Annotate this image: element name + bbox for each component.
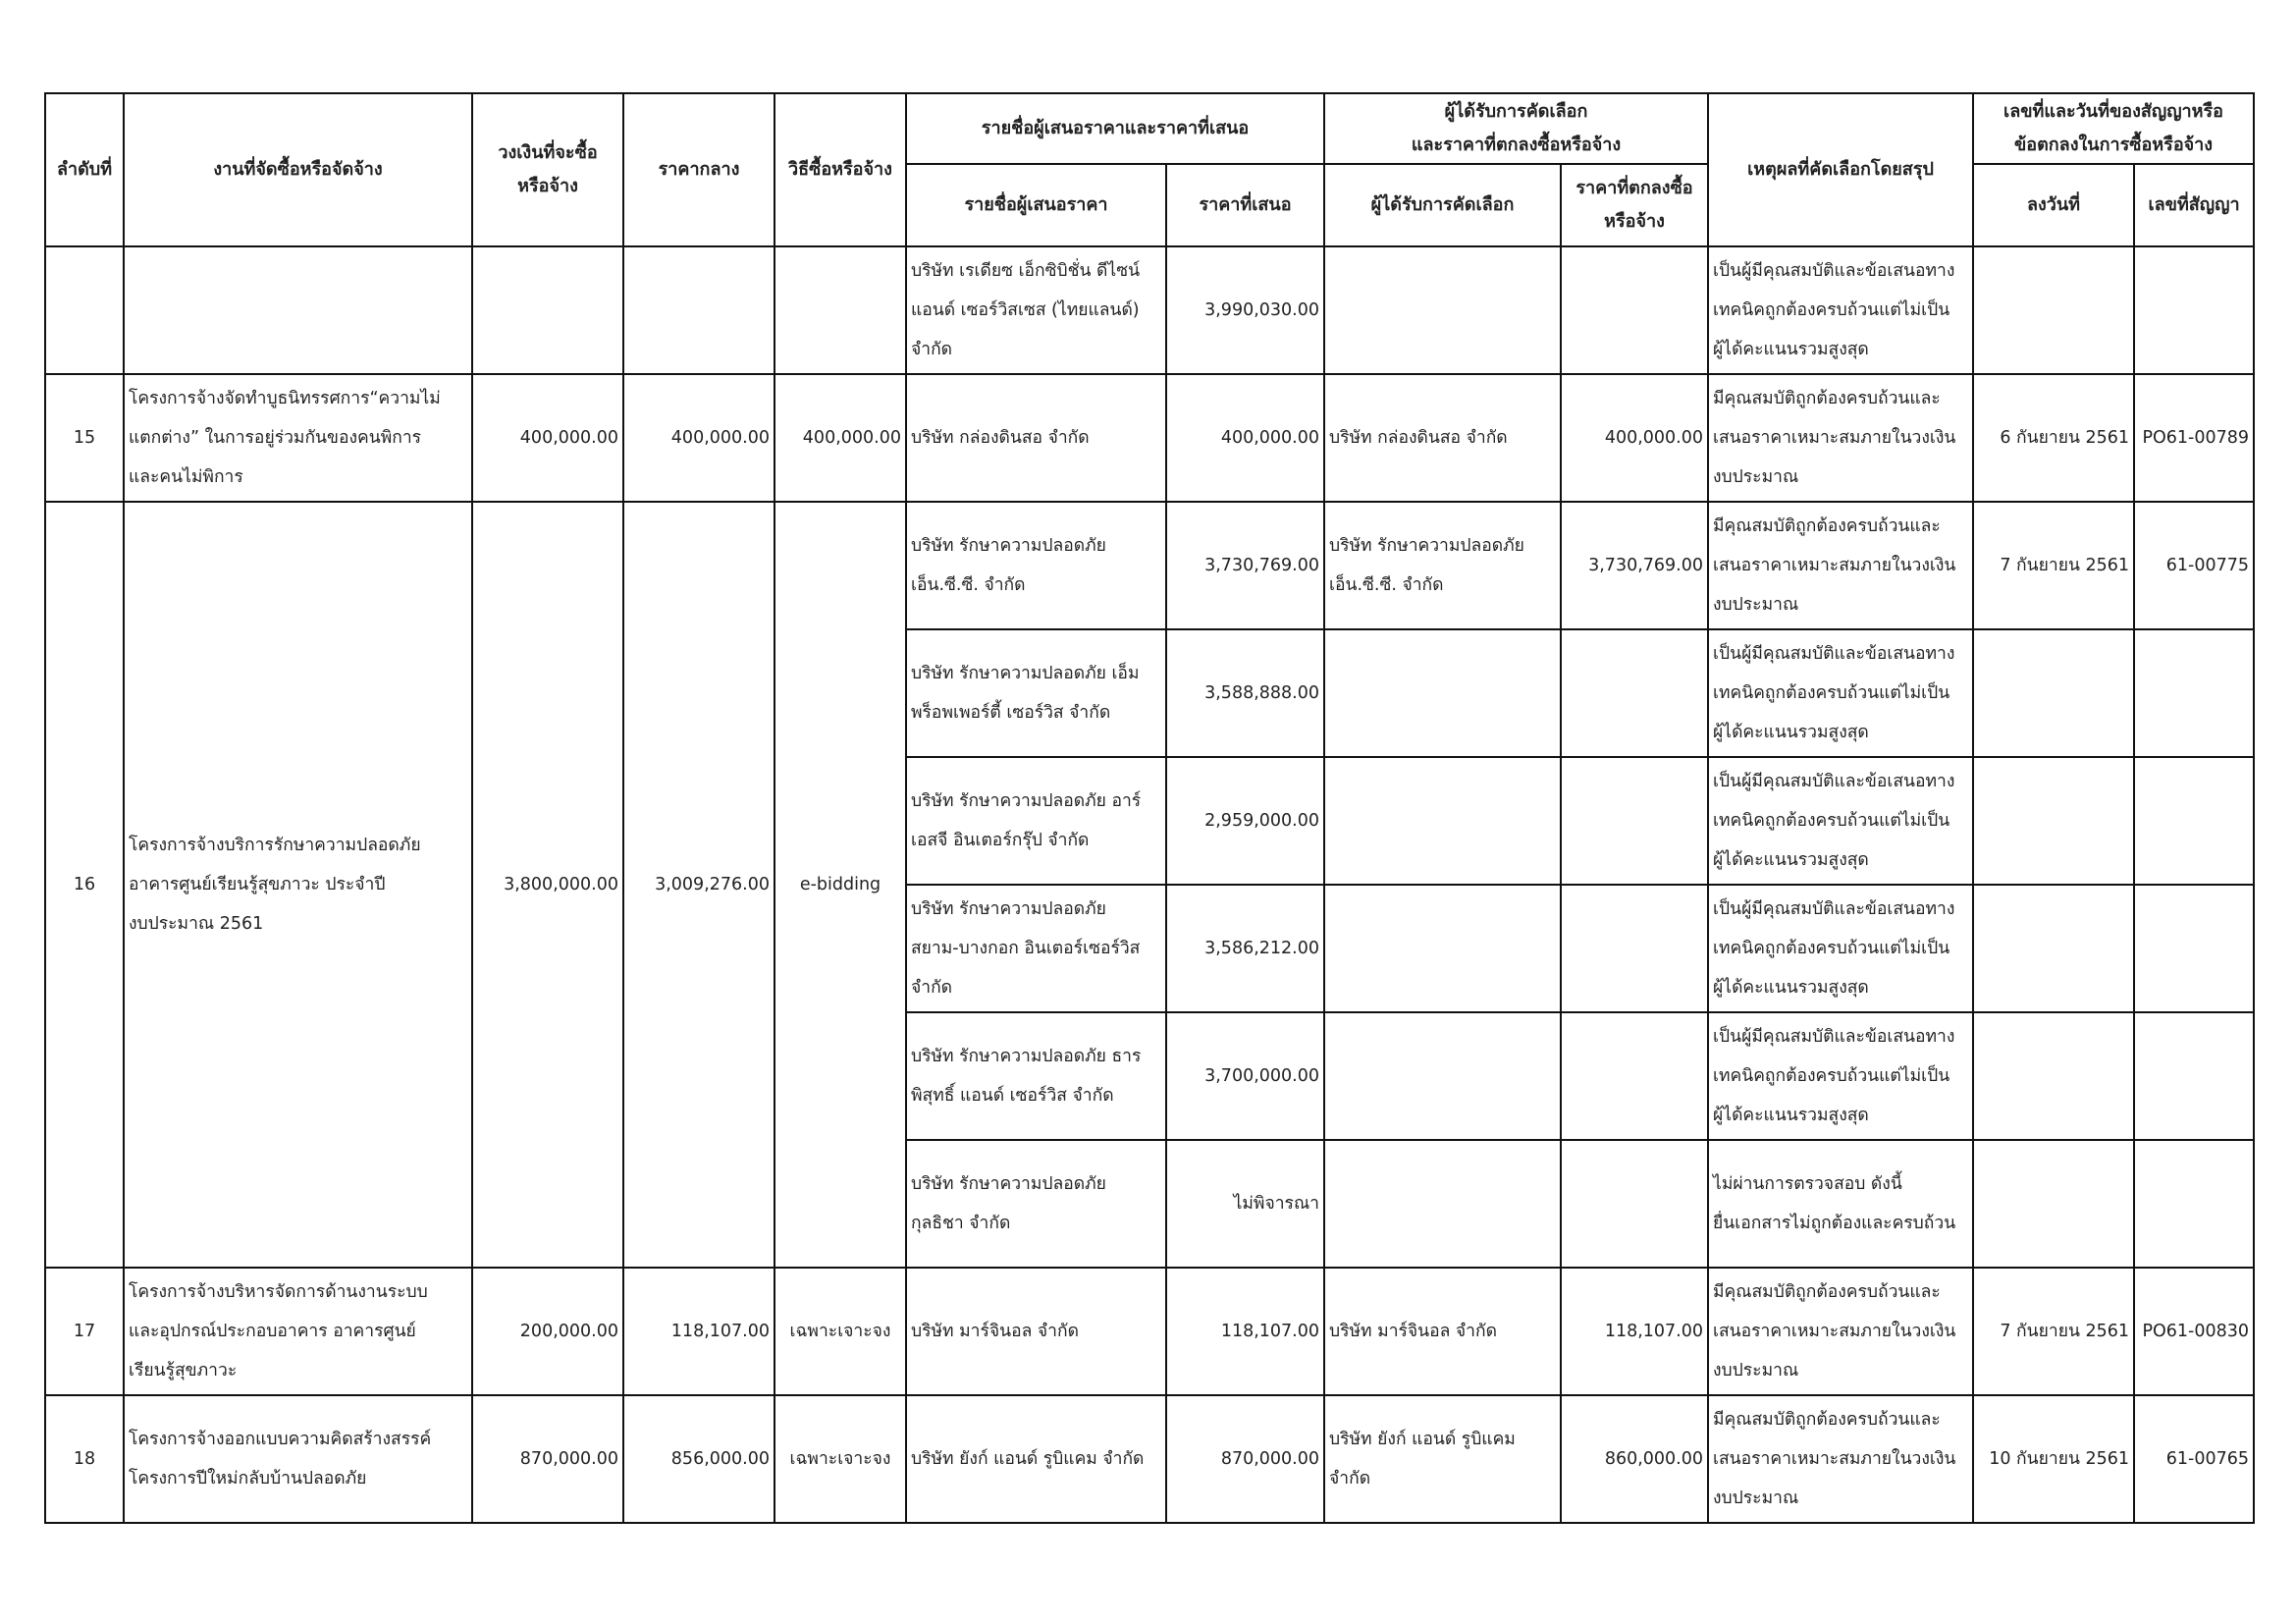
cell-bidder: บริษัท รักษาความปลอดภัย ธาร พิสุทธิ์ แอนด์ เซอร์วิส จำกัด — [906, 1012, 1166, 1140]
table-row — [45, 502, 2254, 629]
cell-bidder: บริษัท เรเดียซ เอ็กซิบิชั่น ดีไซน์ แอนด์ เซอร์วิสเซส (ไทยแลนด์) จำกัด — [906, 246, 1166, 374]
cell-bidder: บริษัท รักษาความปลอดภัย เอ็น.ซี.ซี. จำกัด — [906, 502, 1166, 629]
cell-method: เฉพาะเจาะจง — [774, 1395, 906, 1523]
cell-date: 6 กันยายน 2561 — [1973, 374, 2134, 502]
cell-contract: PO61-00830 — [2134, 1268, 2254, 1395]
cell-date: 10 กันยายน 2561 — [1973, 1395, 2134, 1523]
cell-date — [1973, 1012, 2134, 1140]
cell-selected — [1324, 629, 1561, 757]
cell-contract — [2134, 885, 2254, 1012]
cell-method: 400,000.00 — [774, 374, 906, 502]
cell-bid-price: 3,730,769.00 — [1166, 502, 1324, 629]
cell-selected — [1324, 1140, 1561, 1268]
cell-agreed — [1561, 757, 1708, 885]
cell-seq: 17 — [45, 1268, 124, 1395]
cell-selected: บริษัท รักษาความปลอดภัย เอ็น.ซี.ซี. จำกัด — [1324, 502, 1561, 629]
cell-bid-price: ไม่พิจารณา — [1166, 1140, 1324, 1268]
cell-contract: PO61-00789 — [2134, 374, 2254, 502]
header-contract-no: เลขที่สัญญา — [2134, 164, 2254, 246]
cell-bidder: บริษัท มาร์จินอล จำกัด — [906, 1268, 1166, 1395]
cell-reason: เป็นผู้มีคุณสมบัติและข้อเสนอทาง เทคนิคถูกต้องครบถ้วนแต่ไม่เป็น ผู้ได้คะแนนรวมสูงสุด — [1708, 885, 1973, 1012]
cell-date — [1973, 629, 2134, 757]
header-method: วิธีซื้อหรือจ้าง — [774, 93, 906, 246]
header-selected-group: ผู้ได้รับการคัดเลือก และราคาที่ตกลงซื้อหรือจ้าง — [1324, 93, 1708, 164]
cell-seq: 18 — [45, 1395, 124, 1523]
cell-date — [1973, 885, 2134, 1012]
cell-bid-price: 2,959,000.00 — [1166, 757, 1324, 885]
cell-agreed — [1561, 1012, 1708, 1140]
cell-contract: 61-00775 — [2134, 502, 2254, 629]
cell-bid-price: 3,588,888.00 — [1166, 629, 1324, 757]
cell-contract — [2134, 757, 2254, 885]
cell-agreed: 400,000.00 — [1561, 374, 1708, 502]
cell-seq: 16 — [45, 502, 124, 1268]
cell-work: โครงการจ้างจัดทำบูธนิทรรศการ“ความไม่ แตกต่าง” ในการอยู่ร่วมกันของคนพิการ และคนไม่พิการ — [124, 374, 472, 502]
cell-method: เฉพาะเจาะจง — [774, 1268, 906, 1395]
cell-contract — [2134, 629, 2254, 757]
table-row — [45, 1395, 2254, 1523]
cell-budget: 870,000.00 — [472, 1395, 623, 1523]
cell-seq — [45, 246, 124, 374]
cell-selected — [1324, 757, 1561, 885]
cell-bidder: บริษัท รักษาความปลอดภัย อาร์ เอสจี อินเตอร์กรุ๊ป จำกัด — [906, 757, 1166, 885]
header-median-price: ราคากลาง — [623, 93, 774, 246]
cell-agreed: 860,000.00 — [1561, 1395, 1708, 1523]
header-budget: วงเงินที่จะซื้อ หรือจ้าง — [472, 93, 623, 246]
cell-reason: เป็นผู้มีคุณสมบัติและข้อเสนอทาง เทคนิคถูกต้องครบถ้วนแต่ไม่เป็น ผู้ได้คะแนนรวมสูงสุด — [1708, 757, 1973, 885]
cell-budget: 400,000.00 — [472, 374, 623, 502]
cell-agreed — [1561, 1140, 1708, 1268]
cell-bid-price: 400,000.00 — [1166, 374, 1324, 502]
cell-agreed — [1561, 246, 1708, 374]
table-row — [45, 246, 2254, 374]
cell-median: 118,107.00 — [623, 1268, 774, 1395]
cell-contract — [2134, 246, 2254, 374]
cell-selected: บริษัท ยังก์ แอนด์ รูบิแคม จำกัด — [1324, 1395, 1561, 1523]
cell-median: 3,009,276.00 — [623, 502, 774, 1268]
cell-bid-price: 870,000.00 — [1166, 1395, 1324, 1523]
header-selected-name: ผู้ได้รับการคัดเลือก — [1324, 164, 1561, 246]
cell-selected: บริษัท มาร์จินอล จำกัด — [1324, 1268, 1561, 1395]
header-bidder-name: รายชื่อผู้เสนอราคา — [906, 164, 1166, 246]
header-agreed-price: ราคาที่ตกลงซื้อ หรือจ้าง — [1561, 164, 1708, 246]
cell-agreed — [1561, 885, 1708, 1012]
header-bid-price: ราคาที่เสนอ — [1166, 164, 1324, 246]
cell-bid-price: 118,107.00 — [1166, 1268, 1324, 1395]
cell-seq: 15 — [45, 374, 124, 502]
cell-work: โครงการจ้างออกแบบความคิดสร้างสรรค์ โครงการปีใหม่กลับบ้านปลอดภัย — [124, 1395, 472, 1523]
cell-agreed: 3,730,769.00 — [1561, 502, 1708, 629]
cell-method — [774, 246, 906, 374]
cell-budget — [472, 246, 623, 374]
cell-reason: มีคุณสมบัติถูกต้องครบถ้วนและ เสนอราคาเหมาะสมภายในวงเงิน งบประมาณ — [1708, 1268, 1973, 1395]
cell-median — [623, 246, 774, 374]
cell-bidder: บริษัท รักษาความปลอดภัย สยาม-บางกอก อินเตอร์เซอร์วิส จำกัด — [906, 885, 1166, 1012]
cell-selected — [1324, 1012, 1561, 1140]
cell-work: โครงการจ้างบริการรักษาความปลอดภัย อาคารศูนย์เรียนรู้สุขภาวะ ประจำปี งบประมาณ 2561 — [124, 502, 472, 1268]
cell-work: โครงการจ้างบริหารจัดการด้านงานระบบ และอุปกรณ์ประกอบอาคาร อาคารศูนย์ เรียนรู้สุขภาวะ — [124, 1268, 472, 1395]
cell-budget: 3,800,000.00 — [472, 502, 623, 1268]
header-contract-date: ลงวันที่ — [1973, 164, 2134, 246]
cell-bidder: บริษัท ยังก์ แอนด์ รูบิแคม จำกัด — [906, 1395, 1166, 1523]
cell-contract — [2134, 1012, 2254, 1140]
cell-median: 400,000.00 — [623, 374, 774, 502]
cell-bidder: บริษัท รักษาความปลอดภัย กุลธิชา จำกัด — [906, 1140, 1166, 1268]
cell-bidder: บริษัท กล่องดินสอ จำกัด — [906, 374, 1166, 502]
header-reason: เหตุผลที่คัดเลือกโดยสรุป — [1708, 93, 1973, 246]
cell-reason: ไม่ผ่านการตรวจสอบ ดังนี้ ยื่นเอกสารไม่ถูกต้องและครบถ้วน — [1708, 1140, 1973, 1268]
table-row — [45, 1268, 2254, 1395]
cell-reason: มีคุณสมบัติถูกต้องครบถ้วนและ เสนอราคาเหมาะสมภายในวงเงิน งบประมาณ — [1708, 1395, 1973, 1523]
cell-bidder: บริษัท รักษาความปลอดภัย เอ็ม พร็อพเพอร์ตี้ เซอร์วิส จำกัด — [906, 629, 1166, 757]
cell-method: e-bidding — [774, 502, 906, 1268]
header-bidders-group: รายชื่อผู้เสนอราคาและราคาที่เสนอ — [906, 93, 1324, 164]
cell-date: 7 กันยายน 2561 — [1973, 1268, 2134, 1395]
cell-date — [1973, 757, 2134, 885]
cell-reason: เป็นผู้มีคุณสมบัติและข้อเสนอทาง เทคนิคถูกต้องครบถ้วนแต่ไม่เป็น ผู้ได้คะแนนรวมสูงสุด — [1708, 1012, 1973, 1140]
cell-bid-price: 3,586,212.00 — [1166, 885, 1324, 1012]
cell-reason: มีคุณสมบัติถูกต้องครบถ้วนและ เสนอราคาเหมาะสมภายในวงเงิน งบประมาณ — [1708, 502, 1973, 629]
cell-selected — [1324, 885, 1561, 1012]
cell-budget: 200,000.00 — [472, 1268, 623, 1395]
cell-reason: เป็นผู้มีคุณสมบัติและข้อเสนอทาง เทคนิคถูกต้องครบถ้วนแต่ไม่เป็น ผู้ได้คะแนนรวมสูงสุด — [1708, 629, 1973, 757]
cell-reason: มีคุณสมบัติถูกต้องครบถ้วนและ เสนอราคาเหมาะสมภายในวงเงิน งบประมาณ — [1708, 374, 1973, 502]
table-row — [45, 374, 2254, 502]
cell-work — [124, 246, 472, 374]
cell-agreed — [1561, 629, 1708, 757]
header-work: งานที่จัดซื้อหรือจัดจ้าง — [124, 93, 472, 246]
cell-contract: 61-00765 — [2134, 1395, 2254, 1523]
cell-date — [1973, 1140, 2134, 1268]
cell-selected: บริษัท กล่องดินสอ จำกัด — [1324, 374, 1561, 502]
cell-date: 7 กันยายน 2561 — [1973, 502, 2134, 629]
header-contract-group: เลขที่และวันที่ของสัญญาหรือ ข้อตกลงในการซื้อหรือจ้าง — [1973, 93, 2254, 164]
header-seq: ลำดับที่ — [45, 93, 124, 246]
cell-selected — [1324, 246, 1561, 374]
cell-median: 856,000.00 — [623, 1395, 774, 1523]
cell-bid-price: 3,700,000.00 — [1166, 1012, 1324, 1140]
cell-bid-price: 3,990,030.00 — [1166, 246, 1324, 374]
cell-agreed: 118,107.00 — [1561, 1268, 1708, 1395]
cell-contract — [2134, 1140, 2254, 1268]
cell-reason: เป็นผู้มีคุณสมบัติและข้อเสนอทาง เทคนิคถูกต้องครบถ้วนแต่ไม่เป็น ผู้ได้คะแนนรวมสูงสุด — [1708, 246, 1973, 374]
procurement-table — [44, 92, 2255, 1524]
cell-date — [1973, 246, 2134, 374]
